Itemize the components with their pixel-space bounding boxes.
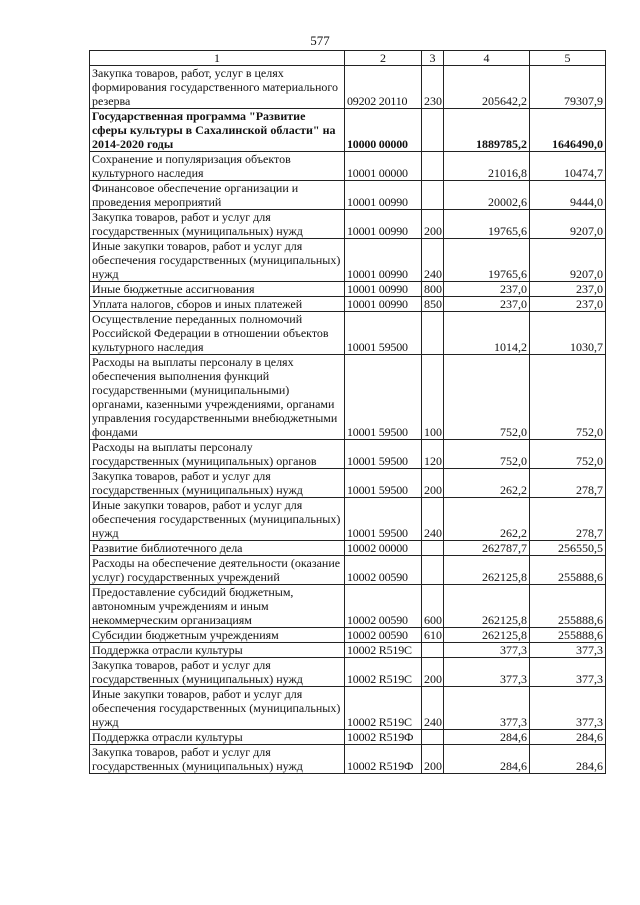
row-type: 200 (422, 469, 444, 498)
row-name: Закупка товаров, работ и услуг для государственных (муниципальных) нужд (90, 745, 345, 774)
row-value-col5: 237,0 (530, 282, 606, 297)
row-value-col5: 284,6 (530, 730, 606, 745)
row-type: 240 (422, 687, 444, 730)
table-row (90, 355, 606, 440)
table-row (90, 730, 606, 745)
row-name: Иные закупки товаров, работ и услуг для обеспечения государственных (муниципальных) нужд (90, 239, 345, 282)
row-name: Закупка товаров, работ, услуг в целях формирования государственного материального резерва (90, 66, 345, 109)
row-value-col4: 262,2 (444, 498, 530, 541)
row-name: Закупка товаров, работ и услуг для государственных (муниципальных) нужд (90, 469, 345, 498)
row-code: 10001 00000 (345, 152, 422, 181)
row-value-col5: 1646490,0 (530, 109, 606, 152)
table-header-row (90, 51, 606, 66)
row-code: 10000 00000 (345, 109, 422, 152)
row-code: 10001 00990 (345, 239, 422, 282)
row-type: 100 (422, 355, 444, 440)
row-value-col5: 9207,0 (530, 239, 606, 282)
row-value-col4: 377,3 (444, 687, 530, 730)
row-name: Предоставление субсидий бюджетным, автономным учреждениям и иным некоммерческим организациям (90, 585, 345, 628)
row-code: 10001 00990 (345, 282, 422, 297)
row-value-col4: 237,0 (444, 282, 530, 297)
row-code: 10002 R519C (345, 687, 422, 730)
row-code: 10002 00590 (345, 585, 422, 628)
row-code: 10001 59500 (345, 498, 422, 541)
table-row (90, 152, 606, 181)
row-type (422, 312, 444, 355)
row-value-col5: 278,7 (530, 469, 606, 498)
row-code: 10002 00000 (345, 541, 422, 556)
row-value-col5: 9444,0 (530, 181, 606, 210)
row-value-col4: 262125,8 (444, 628, 530, 643)
row-value-col5: 10474,7 (530, 152, 606, 181)
row-value-col4: 377,3 (444, 658, 530, 687)
row-value-col5: 256550,5 (530, 541, 606, 556)
row-code: 10002 R519C (345, 658, 422, 687)
column-header: 5 (530, 51, 606, 66)
row-type: 230 (422, 66, 444, 109)
table-row (90, 585, 606, 628)
row-name: Расходы на выплаты персоналу в целях обеспечения выполнения функций государственными (муниципальными) органами, казенными учреждениями, органами управления государственными внебюджетными фондами (90, 355, 345, 440)
row-code: 10001 59500 (345, 440, 422, 469)
table-row (90, 210, 606, 239)
row-value-col5: 377,3 (530, 643, 606, 658)
row-code: 10002 R519Ф (345, 730, 422, 745)
row-value-col5: 752,0 (530, 355, 606, 440)
row-value-col4: 19765,6 (444, 239, 530, 282)
table-row (90, 556, 606, 585)
row-code: 10002 R519C (345, 643, 422, 658)
row-value-col4: 20002,6 (444, 181, 530, 210)
row-value-col4: 752,0 (444, 355, 530, 440)
table-row (90, 239, 606, 282)
row-value-col5: 377,3 (530, 658, 606, 687)
row-name: Иные бюджетные ассигнования (90, 282, 345, 297)
row-type (422, 109, 444, 152)
row-value-col4: 262125,8 (444, 585, 530, 628)
row-value-col4: 752,0 (444, 440, 530, 469)
column-header: 4 (444, 51, 530, 66)
row-value-col5: 1030,7 (530, 312, 606, 355)
row-name: Уплата налогов, сборов и иных платежей (90, 297, 345, 312)
row-name: Сохранение и популяризация объектов культурного наследия (90, 152, 345, 181)
row-value-col5: 9207,0 (530, 210, 606, 239)
row-value-col4: 1889785,2 (444, 109, 530, 152)
table-row (90, 687, 606, 730)
row-type (422, 556, 444, 585)
row-value-col4: 262,2 (444, 469, 530, 498)
row-code: 10001 59500 (345, 312, 422, 355)
row-value-col5: 255888,6 (530, 585, 606, 628)
row-value-col4: 205642,2 (444, 66, 530, 109)
row-name: Расходы на выплаты персоналу государственных (муниципальных) органов (90, 440, 345, 469)
row-type: 200 (422, 210, 444, 239)
row-name: Осуществление переданных полномочий Российской Федерации в отношении объектов культурного наследия (90, 312, 345, 355)
row-value-col4: 237,0 (444, 297, 530, 312)
row-type: 610 (422, 628, 444, 643)
table-row (90, 282, 606, 297)
row-code: 10002 00590 (345, 556, 422, 585)
row-name: Иные закупки товаров, работ и услуг для обеспечения государственных (муниципальных) нужд (90, 687, 345, 730)
table-row (90, 498, 606, 541)
row-code: 10001 00990 (345, 297, 422, 312)
row-type: 240 (422, 239, 444, 282)
row-code: 10001 00990 (345, 181, 422, 210)
row-type (422, 643, 444, 658)
row-type: 200 (422, 745, 444, 774)
row-value-col4: 262125,8 (444, 556, 530, 585)
row-name: Развитие библиотечного дела (90, 541, 345, 556)
row-value-col5: 237,0 (530, 297, 606, 312)
table-row (90, 181, 606, 210)
row-code: 10002 R519Ф (345, 745, 422, 774)
row-name: Субсидии бюджетным учреждениям (90, 628, 345, 643)
row-value-col4: 284,6 (444, 730, 530, 745)
row-value-col5: 284,6 (530, 745, 606, 774)
row-value-col4: 262787,7 (444, 541, 530, 556)
row-type: 850 (422, 297, 444, 312)
table-row (90, 541, 606, 556)
row-type: 600 (422, 585, 444, 628)
row-name: Поддержка отрасли культуры (90, 730, 345, 745)
row-type: 240 (422, 498, 444, 541)
row-type (422, 541, 444, 556)
row-code: 10001 00990 (345, 210, 422, 239)
row-type: 200 (422, 658, 444, 687)
row-value-col4: 21016,8 (444, 152, 530, 181)
row-name: Государственная программа "Развитие сферы культуры в Сахалинской области" на 2014-2020 годы (90, 109, 345, 152)
row-code: 10001 59500 (345, 469, 422, 498)
row-code: 09202 20110 (345, 66, 422, 109)
row-name: Закупка товаров, работ и услуг для государственных (муниципальных) нужд (90, 658, 345, 687)
row-name: Иные закупки товаров, работ и услуг для обеспечения государственных (муниципальных) нужд (90, 498, 345, 541)
row-value-col4: 284,6 (444, 745, 530, 774)
row-value-col5: 255888,6 (530, 556, 606, 585)
row-type (422, 730, 444, 745)
row-type (422, 152, 444, 181)
row-value-col5: 255888,6 (530, 628, 606, 643)
row-code: 10002 00590 (345, 628, 422, 643)
row-name: Расходы на обеспечение деятельности (оказание услуг) государственных учреждений (90, 556, 345, 585)
table-row (90, 643, 606, 658)
column-header: 2 (345, 51, 422, 66)
page-number: 577 (310, 33, 330, 48)
row-name: Закупка товаров, работ и услуг для государственных (муниципальных) нужд (90, 210, 345, 239)
column-header: 3 (422, 51, 444, 66)
row-type: 120 (422, 440, 444, 469)
row-name: Финансовое обеспечение организации и проведения мероприятий (90, 181, 345, 210)
table-row (90, 66, 606, 109)
table-row (90, 297, 606, 312)
row-code: 10001 59500 (345, 355, 422, 440)
row-name: Поддержка отрасли культуры (90, 643, 345, 658)
row-value-col4: 377,3 (444, 643, 530, 658)
table-row (90, 440, 606, 469)
table-row (90, 109, 606, 152)
row-value-col5: 377,3 (530, 687, 606, 730)
row-value-col4: 1014,2 (444, 312, 530, 355)
row-value-col4: 19765,6 (444, 210, 530, 239)
row-value-col5: 278,7 (530, 498, 606, 541)
row-value-col5: 79307,9 (530, 66, 606, 109)
budget-table (89, 50, 606, 774)
table-row (90, 628, 606, 643)
row-type (422, 181, 444, 210)
table-row (90, 745, 606, 774)
row-type: 800 (422, 282, 444, 297)
table-row (90, 312, 606, 355)
column-header: 1 (90, 51, 345, 66)
table-row (90, 658, 606, 687)
table-row (90, 469, 606, 498)
row-value-col5: 752,0 (530, 440, 606, 469)
